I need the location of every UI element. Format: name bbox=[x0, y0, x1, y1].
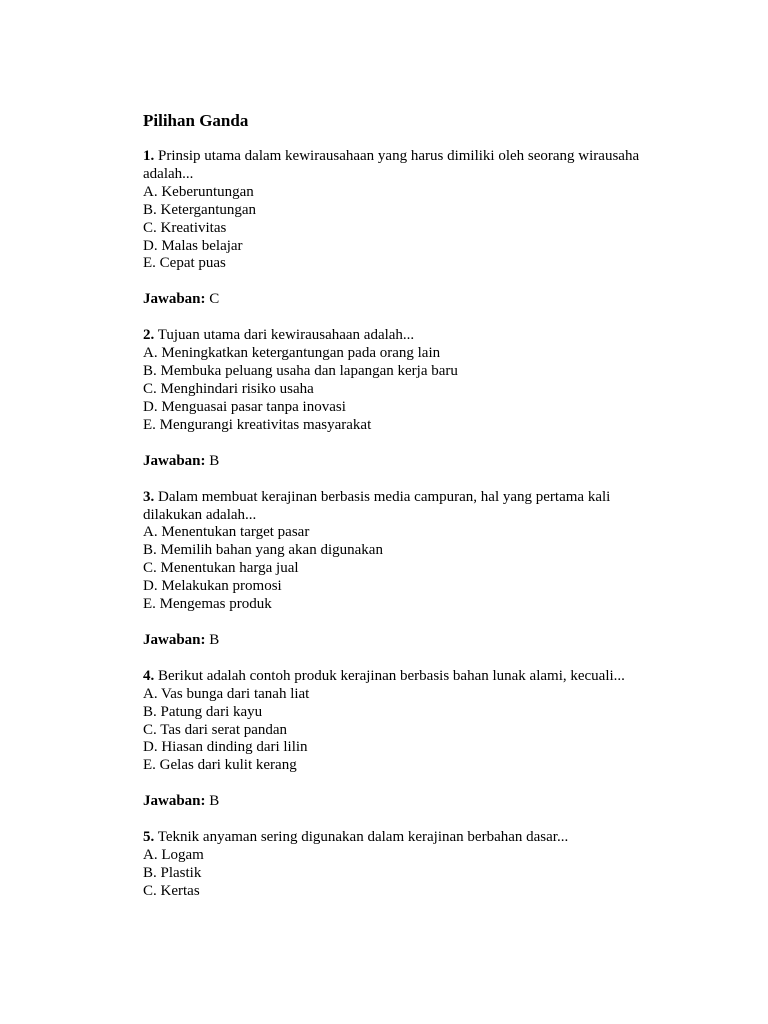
question-number: 1. bbox=[143, 148, 155, 164]
option-a: A. Vas bunga dari tanah liat bbox=[143, 685, 310, 702]
question-prompt: Dalam membuat kerajinan berbasis media campuran, hal yang pertama kali dilakukan adalah... bbox=[143, 488, 611, 523]
answer-value: C bbox=[209, 291, 220, 308]
answer-label: Jawaban: bbox=[143, 793, 206, 810]
option-a: A. Menentukan target pasar bbox=[143, 524, 310, 541]
answer-line bbox=[143, 291, 673, 309]
answer-label: Jawaban: bbox=[143, 291, 206, 308]
answer-label: Jawaban: bbox=[143, 452, 206, 469]
question-text bbox=[143, 327, 673, 345]
option-a: A. Logam bbox=[143, 847, 204, 864]
option-b: B. Patung dari kayu bbox=[143, 703, 263, 720]
option-b: B. Memilih bahan yang akan digunakan bbox=[143, 542, 383, 559]
option-e: E. Cepat puas bbox=[143, 255, 226, 272]
answer-value: B bbox=[209, 452, 220, 469]
question-number: 5. bbox=[143, 829, 155, 846]
option-c: C. Tas dari serat pandan bbox=[143, 721, 288, 738]
question-text bbox=[143, 668, 673, 686]
answer-value: B bbox=[209, 793, 220, 810]
question-text bbox=[143, 829, 673, 847]
document-page bbox=[143, 111, 673, 901]
option-d: D. Hiasan dinding dari lilin bbox=[143, 739, 308, 756]
answer-label: Jawaban: bbox=[143, 631, 206, 648]
question-prompt: Prinsip utama dalam kewirausahaan yang harus dimiliki oleh seorang wirausaha adalah... bbox=[143, 148, 640, 182]
option-c: C. Kertas bbox=[143, 882, 200, 899]
question-4 bbox=[143, 668, 673, 811]
question-text bbox=[143, 489, 673, 525]
document-title: Pilihan Ganda bbox=[143, 111, 249, 130]
option-e: E. Gelas dari kulit kerang bbox=[143, 757, 297, 774]
option-d: D. Malas belajar bbox=[143, 237, 243, 254]
question-2 bbox=[143, 327, 673, 470]
option-d: D. Menguasai pasar tanpa inovasi bbox=[143, 398, 346, 415]
answer-line bbox=[143, 453, 673, 471]
option-e: E. Mengemas produk bbox=[143, 596, 272, 613]
question-text bbox=[143, 148, 673, 184]
answer-line bbox=[143, 632, 673, 650]
option-a: A. Keberuntungan bbox=[143, 183, 254, 200]
option-a: A. Meningkatkan ketergantungan pada orang lain bbox=[143, 345, 441, 362]
option-b: B. Membuka peluang usaha dan lapangan kerja baru bbox=[143, 363, 458, 380]
question-number: 3. bbox=[143, 488, 155, 505]
option-e: E. Mengurangi kreativitas masyarakat bbox=[143, 416, 372, 433]
question-1 bbox=[143, 148, 673, 309]
option-b: B. Plastik bbox=[143, 865, 202, 881]
option-d: D. Melakukan promosi bbox=[143, 578, 282, 595]
option-c: C. Menentukan harga jual bbox=[143, 560, 299, 577]
question-number: 4. bbox=[143, 667, 155, 684]
option-c: C. Menghindari risiko usaha bbox=[143, 380, 314, 397]
option-c: C. Kreativitas bbox=[143, 219, 227, 236]
question-prompt: Berikut adalah contoh produk kerajinan berbasis bahan lunak alami, kecuali... bbox=[158, 667, 625, 684]
question-number: 2. bbox=[143, 327, 155, 344]
question-prompt: Tujuan utama dari kewirausahaan adalah... bbox=[157, 327, 415, 344]
question-prompt: Teknik anyaman sering digunakan dalam kerajinan berbahan dasar... bbox=[157, 829, 569, 846]
answer-value: B bbox=[209, 631, 220, 648]
option-b: B. Ketergantungan bbox=[143, 201, 257, 218]
answer-line bbox=[143, 793, 673, 811]
question-3 bbox=[143, 489, 673, 650]
question-5 bbox=[143, 829, 673, 901]
